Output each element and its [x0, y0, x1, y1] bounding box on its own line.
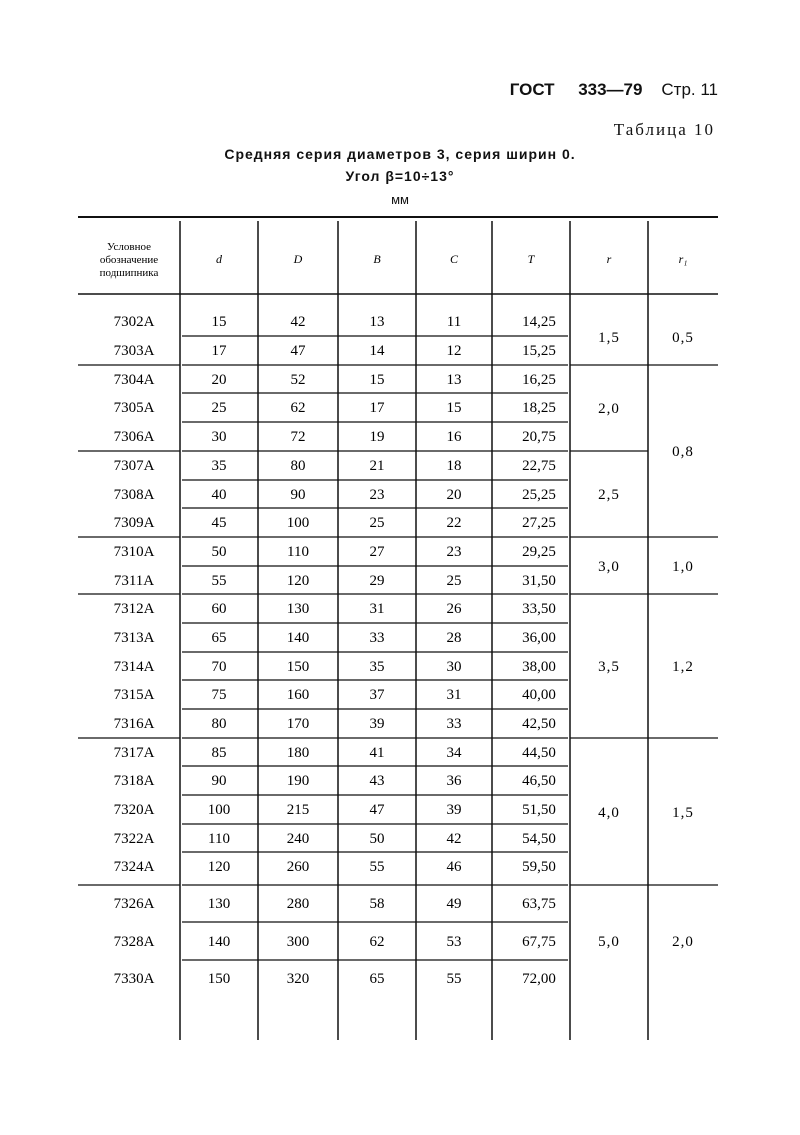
table-cell: 25,25	[522, 487, 556, 503]
table-cell: 72,00	[522, 971, 556, 987]
header-cell: Условное	[107, 241, 151, 253]
table-cell: 41	[369, 745, 385, 761]
r-value-cell: 2,5	[598, 487, 620, 503]
table-cell: 215	[286, 802, 310, 818]
table-number: Таблица 10	[613, 120, 715, 139]
table-cell: 160	[286, 687, 310, 703]
table-cell: 47	[290, 343, 306, 359]
table-cell: 62	[369, 934, 385, 950]
bearing-designation-cell: 7312A	[113, 601, 155, 617]
bearing-designation-cell: 7320A	[113, 802, 155, 818]
table-cell: 16	[446, 429, 462, 445]
header-cell: C	[449, 252, 459, 266]
table-cell: 150	[286, 659, 310, 675]
table-cell: 37	[369, 687, 385, 703]
r1-value-cell: 1,2	[672, 659, 694, 675]
table-cell: 42,50	[522, 716, 556, 732]
table-cell: 51,50	[522, 802, 556, 818]
table-cell: 100	[286, 515, 310, 531]
table-cell: 55	[211, 573, 227, 589]
table-cell: 62	[290, 400, 306, 416]
table-cell: 26	[446, 601, 462, 617]
table-cell: 45	[211, 515, 227, 531]
table-cell: 38,00	[522, 659, 556, 675]
table-cell: 30	[211, 429, 227, 445]
header-cell: r₁	[678, 252, 688, 266]
table-cell: 35	[211, 458, 227, 474]
bearing-designation-cell: 7307A	[113, 458, 155, 474]
table-cell: 72	[290, 429, 306, 445]
table-caption-line-2: Угол β=10÷13°	[345, 168, 455, 184]
bearing-designation-cell: 7308A	[113, 487, 155, 503]
bearing-designation-cell: 7326A	[113, 896, 155, 912]
r1-value-cell: 1,5	[672, 805, 694, 821]
header-cell: d	[216, 252, 222, 266]
table-cell: 47	[369, 802, 385, 818]
table-cell: 70	[211, 659, 227, 675]
table-cell: 12	[446, 343, 462, 359]
header-cell: подшипника	[99, 267, 159, 279]
bearing-designation-cell: 7328A	[113, 934, 155, 950]
table-cell: 50	[369, 831, 385, 847]
r-value-cell: 5,0	[598, 934, 620, 950]
table-cell: 260	[286, 859, 310, 875]
r1-value-cell: 0,8	[672, 444, 694, 460]
table-cell: 28	[446, 630, 462, 646]
r1-value-cell: 2,0	[672, 934, 694, 950]
bearing-designation-cell: 7311A	[113, 573, 155, 589]
table-cell: 36,00	[522, 630, 556, 646]
table-cell: 33	[369, 630, 385, 646]
table-cell: 44,50	[522, 745, 556, 761]
table-cell: 190	[286, 773, 310, 789]
table-cell: 13	[446, 372, 462, 388]
table-cell: 17	[369, 400, 385, 416]
table-cell: 15	[211, 314, 227, 330]
header-cell: r	[606, 252, 612, 266]
table-cell: 30	[446, 659, 462, 675]
bearing-designation-cell: 7318A	[113, 773, 155, 789]
table-cell: 19	[369, 429, 385, 445]
table-cell: 25	[211, 400, 227, 416]
table-cell: 52	[290, 372, 306, 388]
table-cell: 49	[446, 896, 462, 912]
table-cell: 39	[369, 716, 385, 732]
header-cell: D	[293, 252, 303, 266]
table-cell: 39	[446, 802, 462, 818]
table-cell: 14	[369, 343, 385, 359]
table-cell: 25	[446, 573, 462, 589]
table-cell: 15,25	[522, 343, 556, 359]
table-cell: 17	[211, 343, 227, 359]
table-cell: 36	[446, 773, 462, 789]
table-cell: 20	[446, 487, 462, 503]
table-cell: 11	[446, 314, 462, 330]
table-cell: 53	[446, 934, 462, 950]
table-cell: 100	[207, 802, 231, 818]
table-cell: 63,75	[522, 896, 556, 912]
table-cell: 130	[207, 896, 231, 912]
table-cell: 46,50	[522, 773, 556, 789]
table-cell: 43	[369, 773, 385, 789]
table-cell: 80	[211, 716, 227, 732]
table-cell: 280	[286, 896, 310, 912]
table-cell: 20	[211, 372, 227, 388]
table-cell: 15	[446, 400, 462, 416]
table-cell: 120	[207, 859, 231, 875]
table-cell: 21	[369, 458, 385, 474]
table-cell: 27,25	[522, 515, 556, 531]
table-caption-line-1: Средняя серия диаметров 3, серия ширин 0.	[224, 146, 576, 162]
table-cell: 29	[369, 573, 385, 589]
bearing-designation-cell: 7306A	[113, 429, 155, 445]
units-label: мм	[391, 192, 409, 207]
table-cell: 130	[286, 601, 310, 617]
table-cell: 300	[286, 934, 310, 950]
table-cell: 65	[211, 630, 227, 646]
table-cell: 59,50	[522, 859, 556, 875]
table-cell: 16,25	[522, 372, 556, 388]
header-cell: обозначение	[99, 254, 159, 266]
table-cell: 60	[211, 601, 227, 617]
table-cell: 110	[208, 831, 230, 847]
table-cell: 240	[286, 831, 310, 847]
table-cell: 80	[290, 458, 306, 474]
table-cell: 110	[287, 544, 309, 560]
table-cell: 140	[207, 934, 231, 950]
table-cell: 50	[211, 544, 227, 560]
r-value-cell: 1,5	[598, 330, 620, 346]
bearing-designation-cell: 7324A	[113, 859, 155, 875]
bearing-designation-cell: 7304A	[113, 372, 155, 388]
table-cell: 140	[286, 630, 310, 646]
table-cell: 320	[286, 971, 310, 987]
table-cell: 55	[446, 971, 462, 987]
table-cell: 31	[369, 601, 385, 617]
table-cell: 75	[211, 687, 227, 703]
bearing-designation-cell: 7316A	[113, 716, 155, 732]
table-cell: 23	[369, 487, 385, 503]
table-cell: 90	[211, 773, 227, 789]
r-value-cell: 4,0	[598, 805, 620, 821]
table-cell: 25	[369, 515, 385, 531]
bearing-designation-cell: 7313A	[113, 630, 155, 646]
table-cell: 150	[207, 971, 231, 987]
table-cell: 35	[369, 659, 385, 675]
table-cell: 31,50	[522, 573, 556, 589]
bearing-designation-cell: 7309A	[113, 515, 155, 531]
table-cell: 54,50	[522, 831, 556, 847]
table-cell: 22	[446, 515, 462, 531]
table-cell: 55	[369, 859, 385, 875]
table-cell: 46	[446, 859, 462, 875]
table-cell: 33	[446, 716, 462, 732]
table-cell: 58	[369, 896, 385, 912]
table-cell: 13	[369, 314, 385, 330]
r1-value-cell: 0,5	[672, 330, 694, 346]
table-cell: 33,50	[522, 601, 556, 617]
bearing-designation-cell: 7305A	[113, 400, 155, 416]
bearing-designation-cell: 7302A	[113, 314, 155, 330]
table-cell: 85	[211, 745, 227, 761]
bearing-designation-cell: 7310A	[113, 544, 155, 560]
r1-value-cell: 1,0	[672, 559, 694, 575]
bearing-designation-cell: 7303A	[113, 343, 155, 359]
table-cell: 180	[286, 745, 310, 761]
table-cell: 15	[369, 372, 385, 388]
table-cell: 90	[290, 487, 306, 503]
table-cell: 120	[286, 573, 310, 589]
bearing-designation-cell: 7315A	[113, 687, 155, 703]
table-cell: 18	[446, 458, 462, 474]
bearing-designation-cell: 7317A	[113, 745, 155, 761]
table-cell: 42	[290, 314, 306, 330]
r-value-cell: 3,0	[598, 559, 620, 575]
table-cell: 14,25	[522, 314, 556, 330]
table-cell: 67,75	[522, 934, 556, 950]
table-cell: 29,25	[522, 544, 556, 560]
table-cell: 170	[286, 716, 310, 732]
standard-number: 333—79	[578, 80, 643, 99]
page-number: Стр. 11	[661, 80, 718, 99]
r-value-cell: 2,0	[598, 401, 620, 417]
bearing-designation-cell: 7314A	[113, 659, 155, 675]
table-cell: 65	[369, 971, 385, 987]
table-cell: 40,00	[522, 687, 556, 703]
standard-label: ГОСТ	[509, 80, 555, 99]
table-cell: 42	[446, 831, 462, 847]
bearing-designation-cell: 7330A	[113, 971, 155, 987]
table-cell: 23	[446, 544, 462, 560]
table-cell: 18,25	[522, 400, 556, 416]
table-cell: 40	[211, 487, 227, 503]
table-cell: 27	[369, 544, 385, 560]
table-cell: 22,75	[522, 458, 556, 474]
header-cell: T	[527, 252, 535, 266]
r-value-cell: 3,5	[598, 659, 620, 675]
table-cell: 31	[446, 687, 462, 703]
table-cell: 20,75	[522, 429, 556, 445]
bearing-designation-cell: 7322A	[113, 831, 155, 847]
header-cell: B	[373, 252, 381, 266]
table-cell: 34	[446, 745, 462, 761]
